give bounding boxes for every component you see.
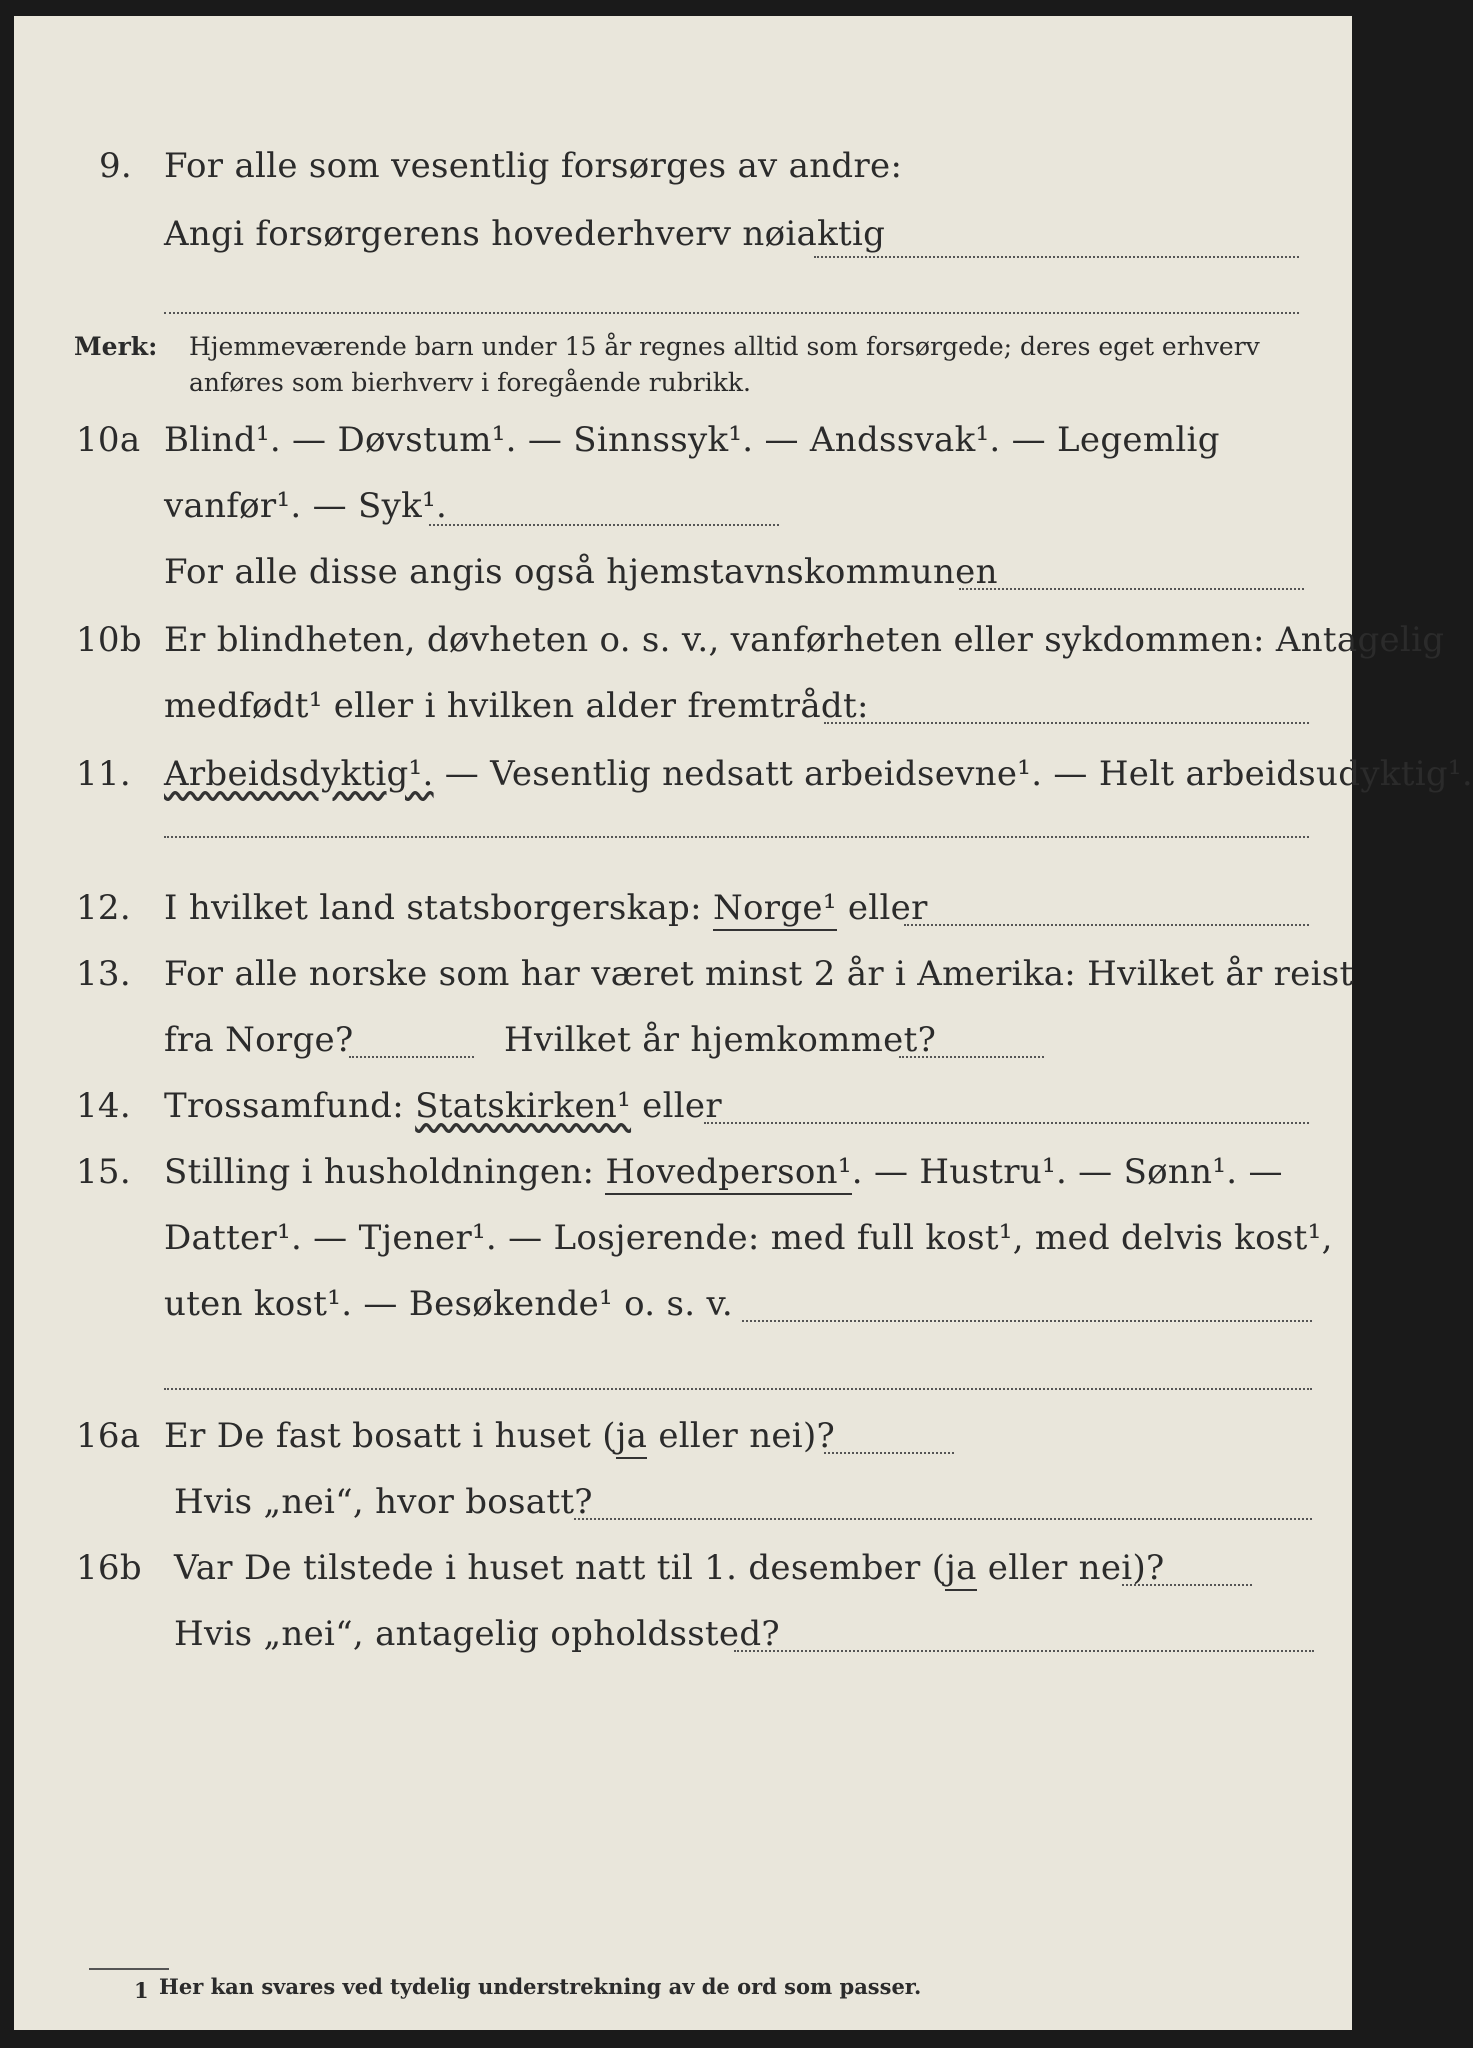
question-number: 9.: [99, 146, 133, 186]
answer-line[interactable]: [734, 1650, 1314, 1652]
answer-line[interactable]: [959, 588, 1304, 590]
question-text-part: eller: [631, 1086, 722, 1126]
question-text-part: eller nei)?: [976, 1548, 1165, 1588]
answer-underline-norge[interactable]: Norge¹: [713, 888, 837, 931]
question-text: For alle som vesentlig forsørges av andre:: [164, 146, 903, 186]
question-text: Er blindheten, døvheten o. s. v., vanførheten eller sykdommen: Antagelig: [164, 620, 1445, 660]
question-text: For alle norske som har været minst 2 år i Amerika: Hvilket år reist: [164, 954, 1354, 994]
answer-underline-ja[interactable]: ja: [616, 1416, 647, 1459]
question-number: 15.: [76, 1152, 131, 1192]
question-text-part: eller nei)?: [647, 1416, 836, 1456]
answer-line[interactable]: [574, 1518, 1312, 1520]
question-text: Datter¹. — Tjener¹. — Losjerende: med full kost¹, med delvis kost¹,: [164, 1218, 1333, 1258]
question-number: 10b: [76, 620, 142, 660]
question-text: Hvis „nei“, hvor bosatt?: [174, 1482, 593, 1522]
question-number: 10a: [76, 420, 141, 460]
answer-line[interactable]: [824, 722, 1309, 724]
question-text: [174, 1548, 1165, 1588]
answer-line[interactable]: [429, 524, 779, 526]
question-text-rest: — Vesentlig nedsatt arbeidsevne¹. — Helt arbeidsudyktig¹.: [433, 754, 1473, 794]
footnote-mark: 1: [134, 1978, 149, 2003]
answer-line[interactable]: [824, 1452, 954, 1454]
question-text: [164, 1152, 1283, 1192]
question-text: medfødt¹ eller i hvilken alder fremtrådt:: [164, 686, 869, 726]
answer-line[interactable]: [814, 256, 1299, 258]
question-text: vanfør¹. — Syk¹.: [164, 486, 448, 526]
question-number: 16a: [76, 1416, 141, 1456]
question-text-part: eller: [836, 888, 928, 928]
footnote-rule: [89, 1968, 169, 1970]
answer-line[interactable]: [164, 1388, 1312, 1390]
question-text: fra Norge?: [164, 1020, 354, 1060]
answer-underline-arbeidsdyktig[interactable]: Arbeidsdyktig¹.: [164, 754, 434, 794]
answer-line[interactable]: [1122, 1584, 1252, 1586]
question-text: [164, 888, 928, 928]
question-text-part: Trossamfund:: [164, 1086, 416, 1126]
question-number: 11.: [76, 754, 131, 794]
question-text: uten kost¹. — Besøkende¹ o. s. v.: [164, 1284, 734, 1324]
answer-line[interactable]: [164, 836, 1309, 838]
answer-line[interactable]: [742, 1320, 1312, 1322]
note-label: Merk:: [74, 332, 158, 361]
question-text: [164, 1416, 835, 1456]
question-text-part: Er De fast bosatt i huset (: [164, 1416, 616, 1456]
answer-line[interactable]: [164, 312, 1299, 314]
question-text: Hvilket år hjemkommet?: [504, 1020, 937, 1060]
question-text: For alle disse angis også hjemstavnskommunen: [164, 552, 998, 592]
question-number: 14.: [76, 1086, 131, 1126]
question-text: Hvis „nei“, antagelig opholdssted?: [174, 1614, 780, 1654]
question-text-part: . — Hustru¹. — Sønn¹. —: [851, 1152, 1283, 1192]
question-text: [164, 1086, 722, 1126]
question-number: 13.: [76, 954, 131, 994]
note-text: Hjemmeværende barn under 15 år regnes alltid som forsørgede; deres eget erhverv: [189, 332, 1260, 361]
answer-line[interactable]: [899, 1056, 1044, 1058]
question-text: Angi forsørgerens hovederhverv nøiaktig: [164, 214, 886, 254]
answer-line[interactable]: [704, 1122, 1309, 1124]
census-form-page: [14, 16, 1473, 2030]
question-text-part: Var De tilstede i huset natt til 1. desember (: [174, 1548, 946, 1588]
answer-line[interactable]: [904, 924, 1309, 926]
question-text-part: Stilling i husholdningen:: [164, 1152, 606, 1192]
question-number: 16b: [76, 1548, 142, 1588]
answer-line[interactable]: [349, 1056, 474, 1058]
answer-underline-hovedperson[interactable]: Hovedperson¹: [605, 1152, 851, 1195]
note-text: anføres som bierhverv i foregående rubrikk.: [189, 368, 751, 397]
question-text: [164, 754, 1473, 794]
question-text: Blind¹. — Døvstum¹. — Sinnssyk¹. — Andssvak¹. — Legemlig: [164, 420, 1220, 460]
question-text-part: I hvilket land statsborgerskap:: [164, 888, 713, 928]
footnote-text: Her kan svares ved tydelig understrekning av de ord som passer.: [159, 1974, 922, 1999]
answer-underline-statskirken[interactable]: Statskirken¹: [415, 1086, 632, 1126]
answer-underline-ja[interactable]: ja: [945, 1548, 976, 1591]
question-number: 12.: [76, 888, 131, 928]
